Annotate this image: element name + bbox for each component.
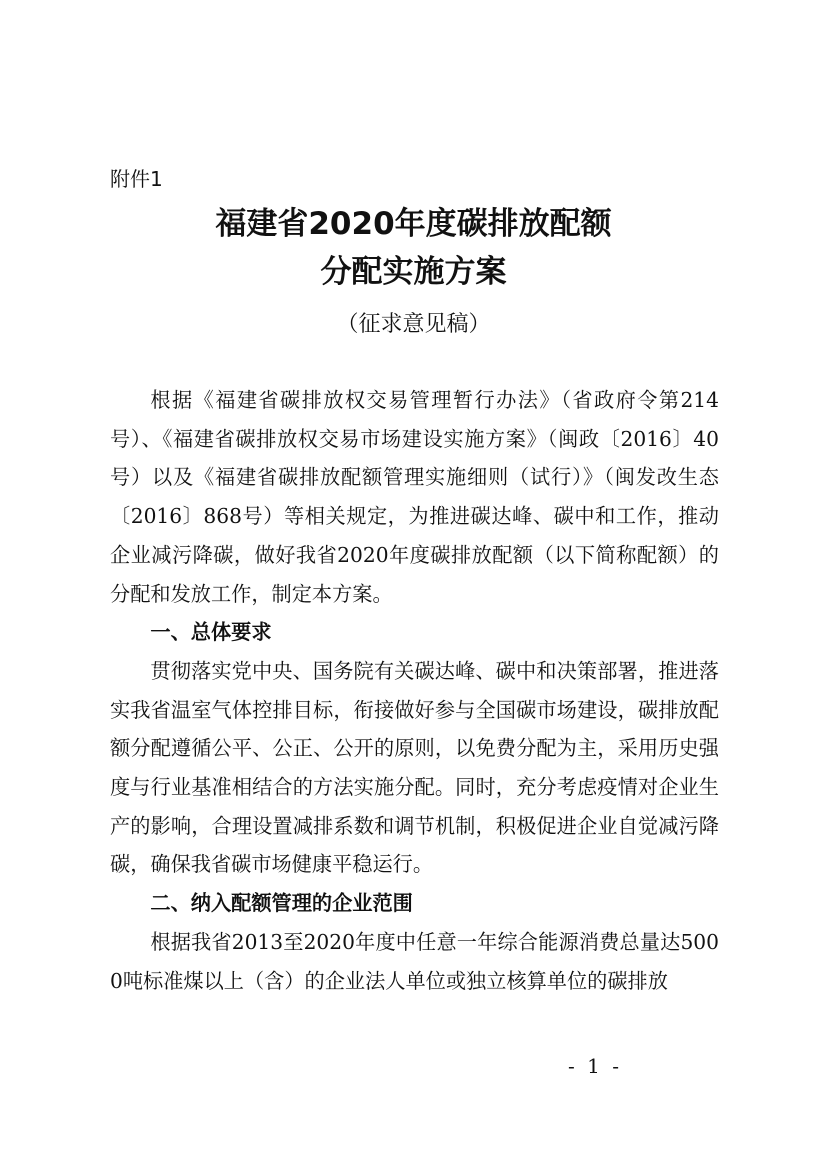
page-number: - 1 - [568, 1054, 622, 1078]
intro-paragraph: 根据《福建省碳排放权交易管理暂行办法》（省政府令第214号）、《福建省碳排放权交易市场建设实施方案》（闽政〔2016〕40号）以及《福建省碳排放配额管理实施细则（试行）》（闽发改生态〔2016〕868号）等相关规定，为推进碳达峰、碳中和工作，推动企业减污降碳，做好我省2020年度碳排放配额（以下简称配额）的分配和发放工作，制定本方案。 [110, 388, 719, 606]
document-title-line1: 福建省2020年度碳排放配额 [215, 206, 612, 242]
section1-paragraph: 贯彻落实党中央、国务院有关碳达峰、碳中和决策部署，推进落实我省温室气体控排目标，衔接做好参与全国碳市场建设，碳排放配额分配遵循公平、公正、公开的原则，以免费分配为主，采用历史强度与行业基准相结合的方法实施分配。同时，充分考虑疫情对企业生产的影响，合理设置减排系数和调节机制，积极促进企业自觉减污降碳，确保我省碳市场健康平稳运行。 [110, 658, 719, 877]
document-subtitle: （征求意见稿） [336, 312, 491, 337]
attachment-label: 附件1 [110, 167, 163, 191]
document-title-line2: 分配实施方案 [320, 254, 507, 290]
document-body [110, 381, 719, 1000]
section-heading-1: 一、总体要求 [150, 620, 272, 645]
section-heading-2: 二、纳入配额管理的企业范围 [150, 891, 413, 916]
section2-paragraph: 根据我省2013至2020年度中任意一年综合能源消费总量达5000吨标准煤以上（含）的企业法人单位或独立核算单位的碳排放 [110, 929, 719, 993]
